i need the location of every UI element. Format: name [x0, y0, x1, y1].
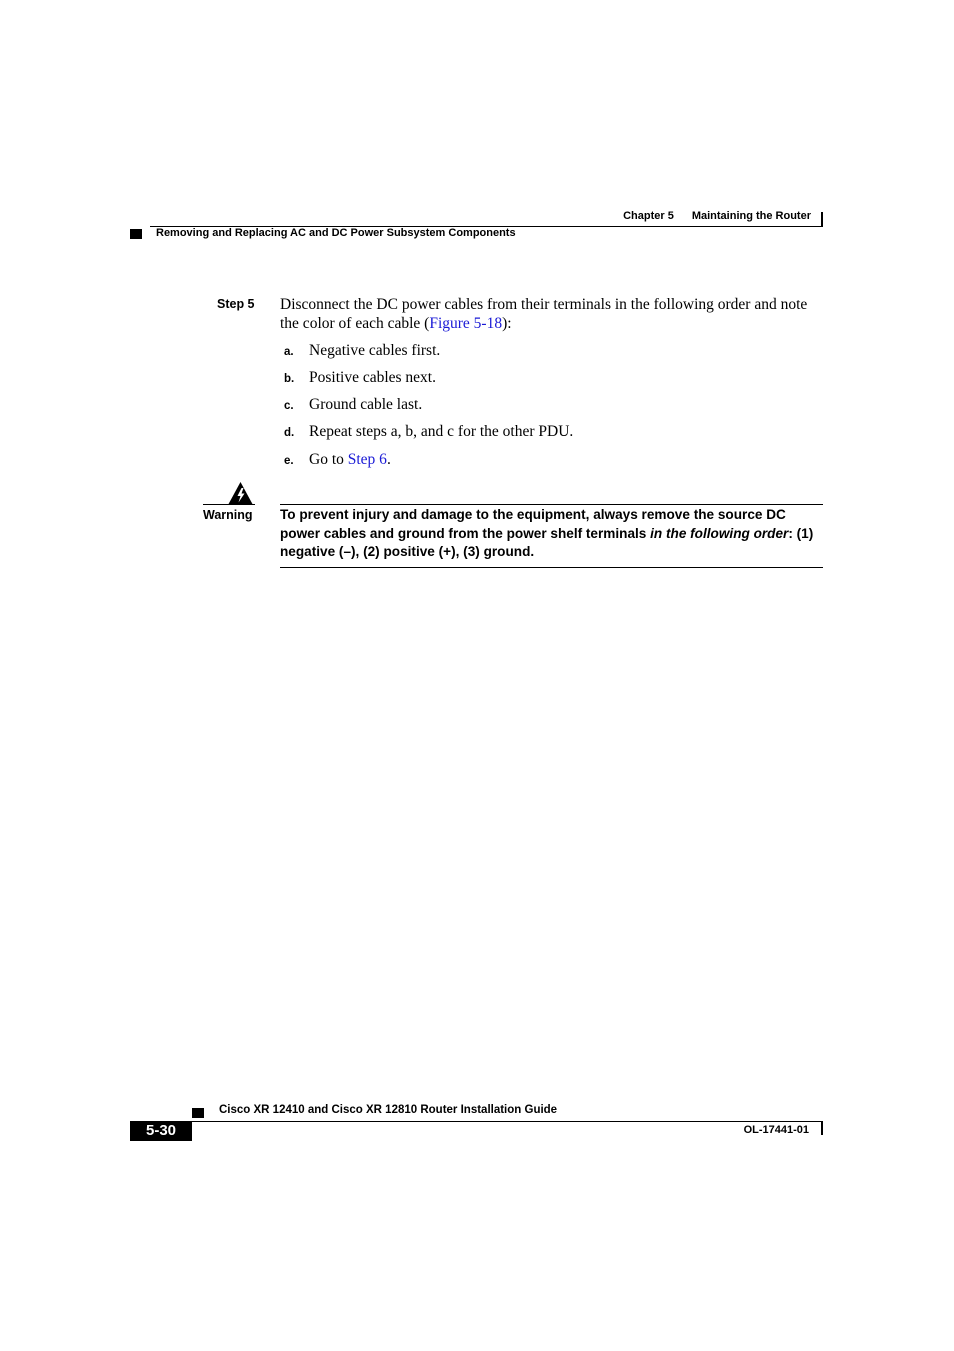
substep-e: e. Go to Step 6.	[284, 451, 391, 468]
substep-b: b. Positive cables next.	[284, 369, 436, 386]
document-number: OL-17441-01	[743, 1124, 809, 1136]
warning-label: Warning	[203, 508, 253, 522]
header-vertical-bar	[821, 212, 823, 227]
header-square-marker	[130, 229, 142, 239]
warning-lightning-icon	[227, 481, 254, 506]
step-text: Disconnect the DC power cables from their terminals in the following order and note the color of each cable (Figure 5-18):	[280, 296, 808, 332]
page-number: 5-30	[130, 1121, 192, 1141]
footer-square-marker	[192, 1108, 204, 1118]
warning-icon-rule	[203, 504, 255, 505]
header-chapter	[623, 210, 811, 222]
step-link[interactable]: Step 6	[347, 451, 387, 468]
warning-top-rule	[280, 504, 823, 505]
warning-emphasis: in the following order	[650, 525, 789, 541]
chapter-number: Chapter 5	[623, 210, 674, 222]
substep-a: a. Negative cables first.	[284, 342, 441, 359]
substep-d: d. Repeat steps a, b, and c for the other PDU.	[284, 423, 574, 440]
figure-link[interactable]: Figure 5-18	[429, 315, 503, 332]
warning-text: To prevent injury and damage to the equipment, always remove the source DC power cables and ground from the power shelf terminals in the following order: (1) negative (–), (2) positive (+), (3) ground.	[280, 507, 814, 559]
footer-rule	[130, 1121, 823, 1122]
chapter-title: Maintaining the Router	[691, 210, 811, 222]
warning-bottom-rule	[280, 567, 823, 568]
step-label: Step 5	[217, 297, 255, 311]
substep-c: c. Ground cable last.	[284, 396, 423, 413]
section-title: Removing and Replacing AC and DC Power Subsystem Components	[156, 227, 516, 239]
footer-vertical-bar	[821, 1121, 823, 1135]
footer-guide-title: Cisco XR 12410 and Cisco XR 12810 Router Installation Guide	[219, 1104, 558, 1116]
